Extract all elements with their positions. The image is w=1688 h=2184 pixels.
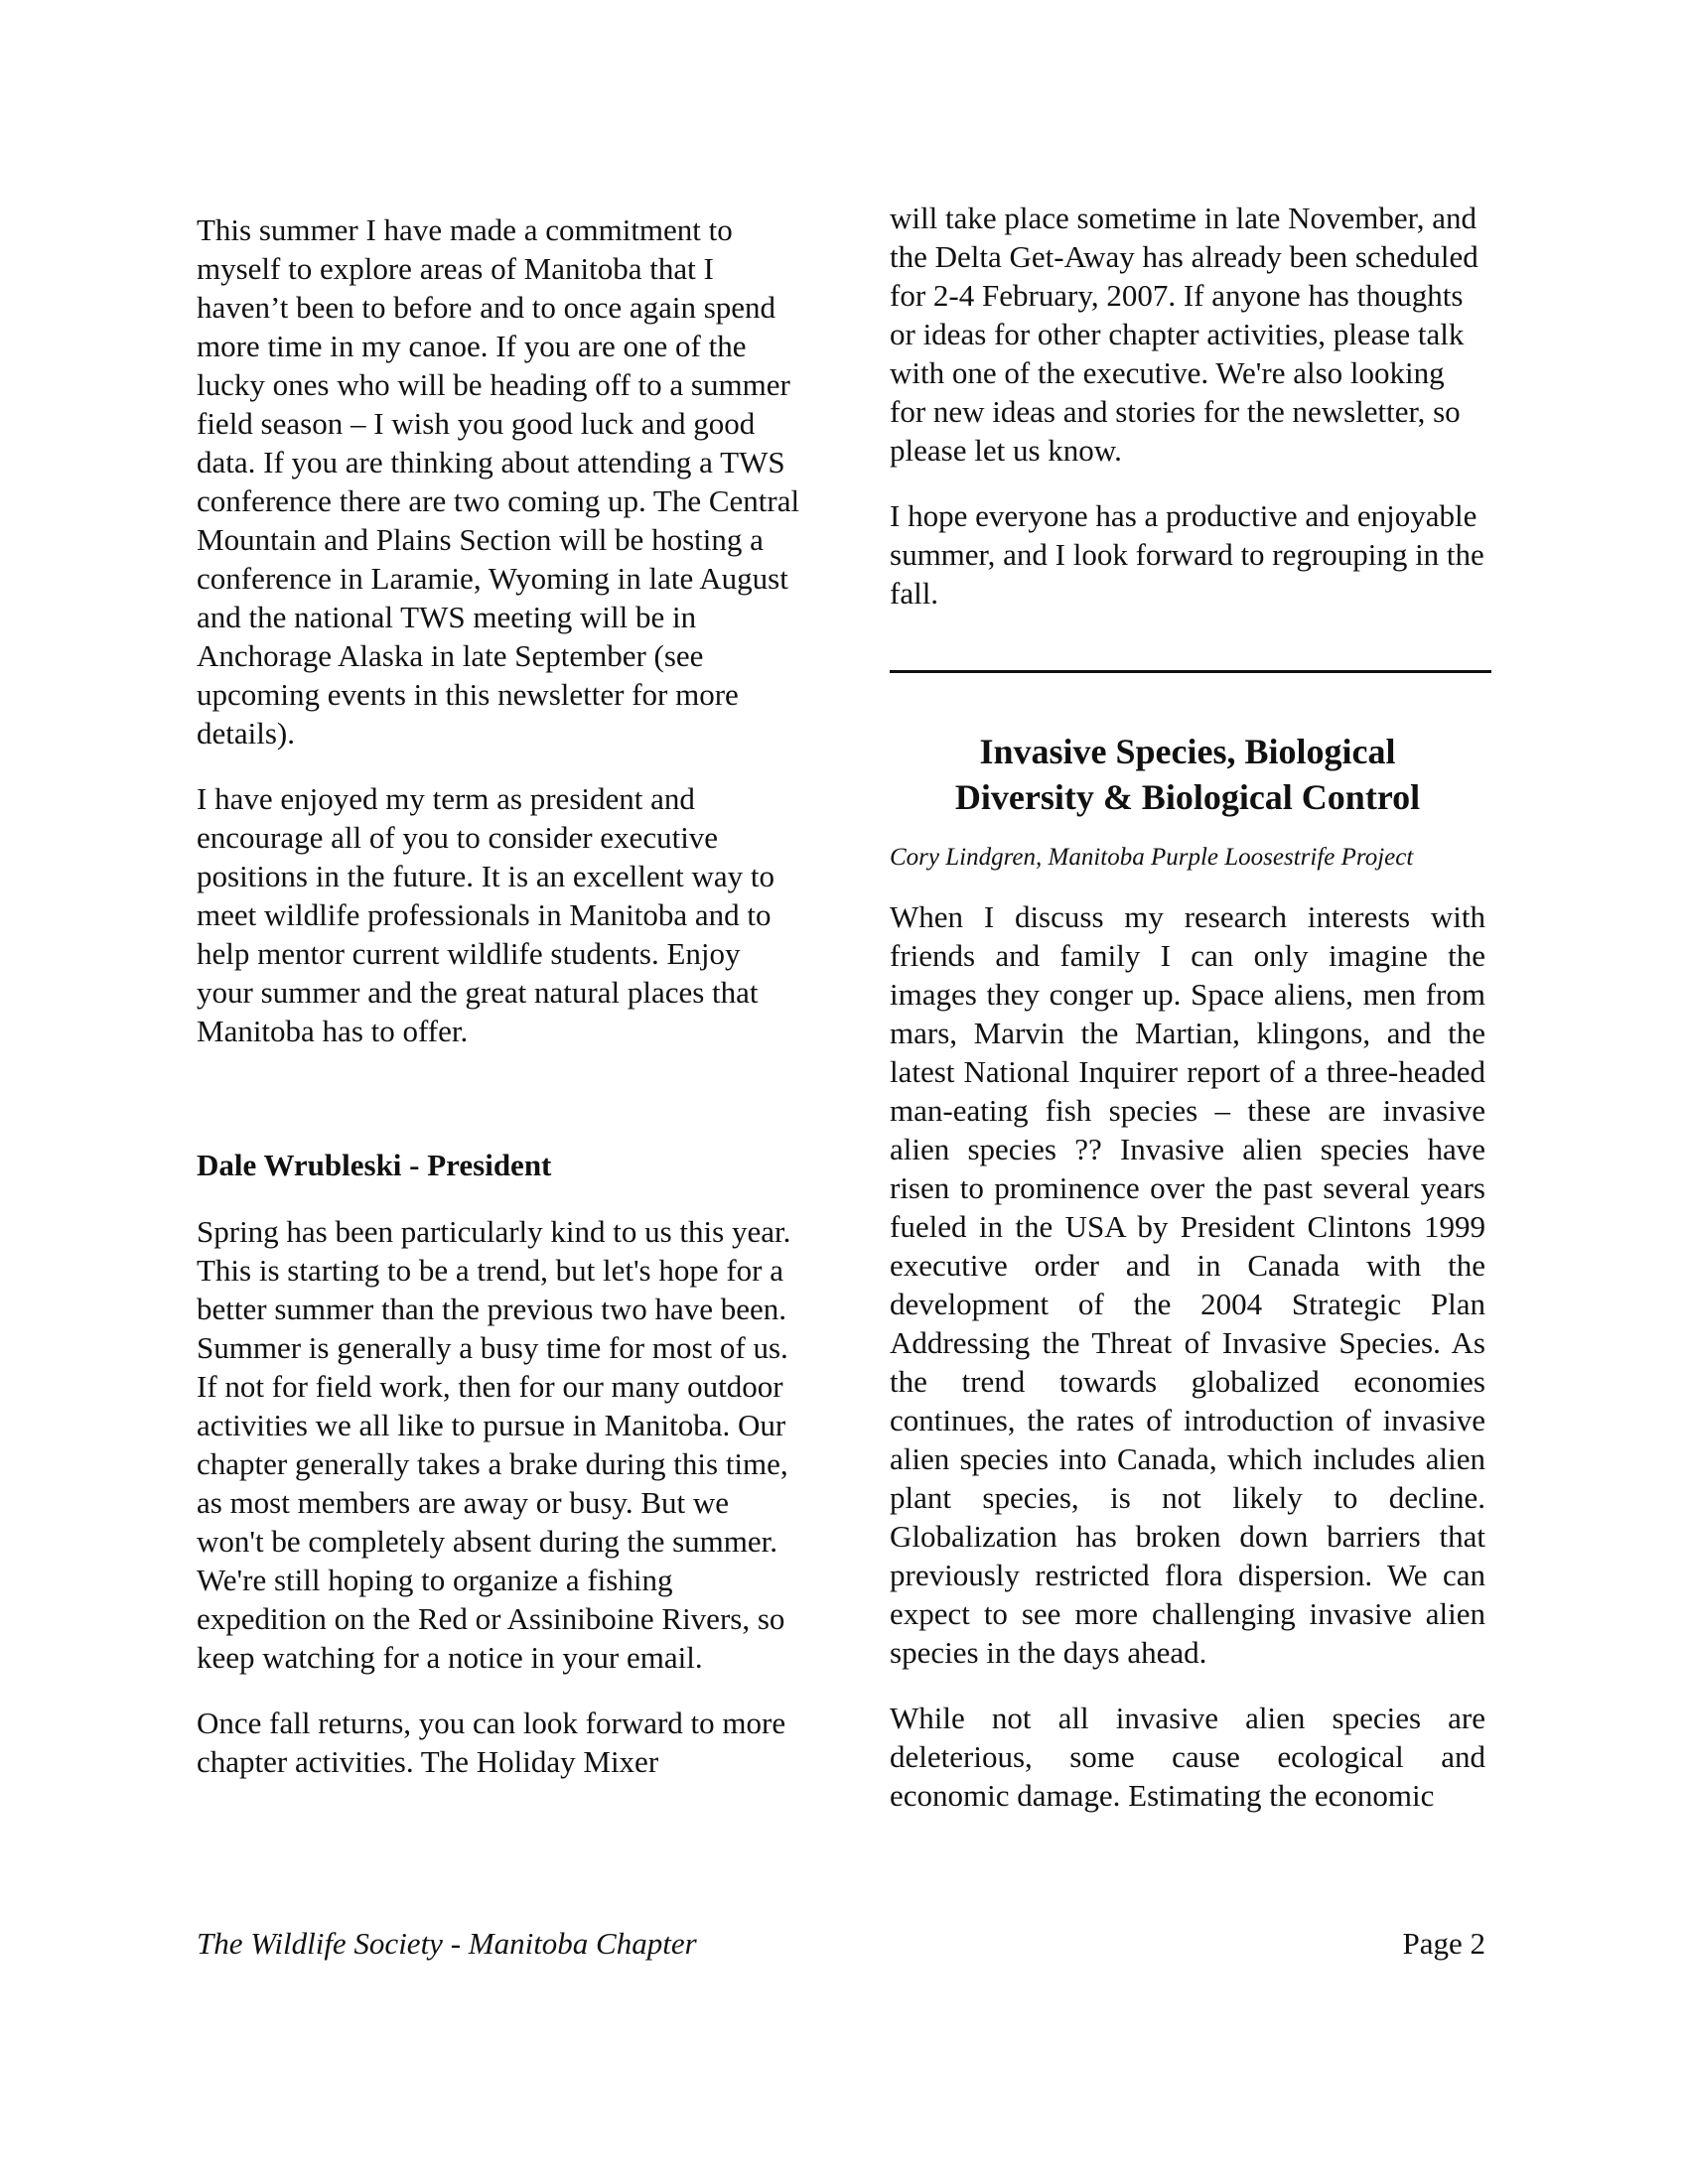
left-column bbox=[197, 210, 802, 1808]
footer-publication: The Wildlife Society - Manitoba Chapter bbox=[197, 1926, 697, 1961]
president-message-paragraph-2: I have enjoyed my term as president and encourage all of you to consider executive positions in the future. It is an excellent way to meet wildlife professionals in Manitoba and to help mentor current wildlife students. Enjoy your summer and the great natural places that Manitoba has to offer. bbox=[197, 781, 774, 1048]
page-number: Page 2 bbox=[1402, 1926, 1485, 1961]
article-paragraph-1: When I discuss my research interests with friends and family I can only imagine the images they conger up. Space aliens, men from mars, Marvin the Martian, klingons, and the latest National Inquirer report of a three-headed man-eating fish species – these are invasive alien species ?? Invasive alien species have risen to prominence over the past several years fueled in the USA by President Clintons 1999 executive order and in Canada with the development of the 2004 Strategic Plan Addressing the Threat of Invasive Species. As the trend towards globalized economies continues, the rates of introduction of invasive alien species into Canada, which includes alien plant species, is not likely to decline. Globalization has broken down barriers that previously restricted flora dispersion. We can expect to see more challenging invasive alien species in the days ahead. bbox=[890, 899, 1485, 1670]
right-column bbox=[890, 199, 1485, 1842]
wrubleski-paragraph-2: Once fall returns, you can look forward to more chapter activities. The Holiday Mixer bbox=[197, 1706, 786, 1779]
article-title bbox=[890, 729, 1485, 820]
article-byline: Cory Lindgren, Manitoba Purple Loosestrife Project bbox=[890, 844, 1414, 871]
article-title-line-2: Diversity & Biological Control bbox=[954, 777, 1421, 817]
continued-paragraph-2: I hope everyone has a productive and enjoyable summer, and I look forward to regrouping in the fall. bbox=[890, 498, 1484, 611]
article-title-line-1: Invasive Species, Biological bbox=[979, 732, 1396, 771]
wrubleski-paragraph-1: Spring has been particularly kind to us this year. This is starting to be a trend, but let's hope for a better summer than the previous two have been. Summer is generally a busy time for most of us. If not for field work, then for our many outdoor activities we all like to pursue in Manitoba. Our chapter generally takes a brake during this time, as most members are away or busy. But we won't be completely absent during the summer. We're still hoping to organize a fishing expedition on the Red or Assiniboine Rivers, so keep watching for a notice in your email. bbox=[197, 1214, 791, 1675]
author-heading: Dale Wrubleski - President bbox=[197, 1148, 552, 1182]
article-paragraph-2: While not all invasive alien species are deleterious, some cause ecological and economic damage. Estimating the economic bbox=[890, 1701, 1485, 1813]
section-divider bbox=[890, 670, 1491, 673]
continued-paragraph-1: will take place sometime in late November, and the Delta Get-Away has already been scheduled for 2-4 February, 2007. If anyone has thoughts or ideas for other chapter activities, please talk with one of the executive. We're also looking for new ideas and stories for the newsletter, so please let us know. bbox=[890, 201, 1478, 468]
president-message-paragraph-1: This summer I have made a commitment to myself to explore areas of Manitoba that I haven’t been to before and to once again spend more time in my canoe. If you are one of the lucky ones who will be heading off to a summer field season – I wish you good luck and good data. If you are thinking about attending a TWS conference there are two coming up. The Central Mountain and Plains Section will be hosting a conference in Laramie, Wyoming in late August and the national TWS meeting will be in Anchorage Alaska in late September (see upcoming events in this newsletter for more details). bbox=[197, 212, 800, 751]
